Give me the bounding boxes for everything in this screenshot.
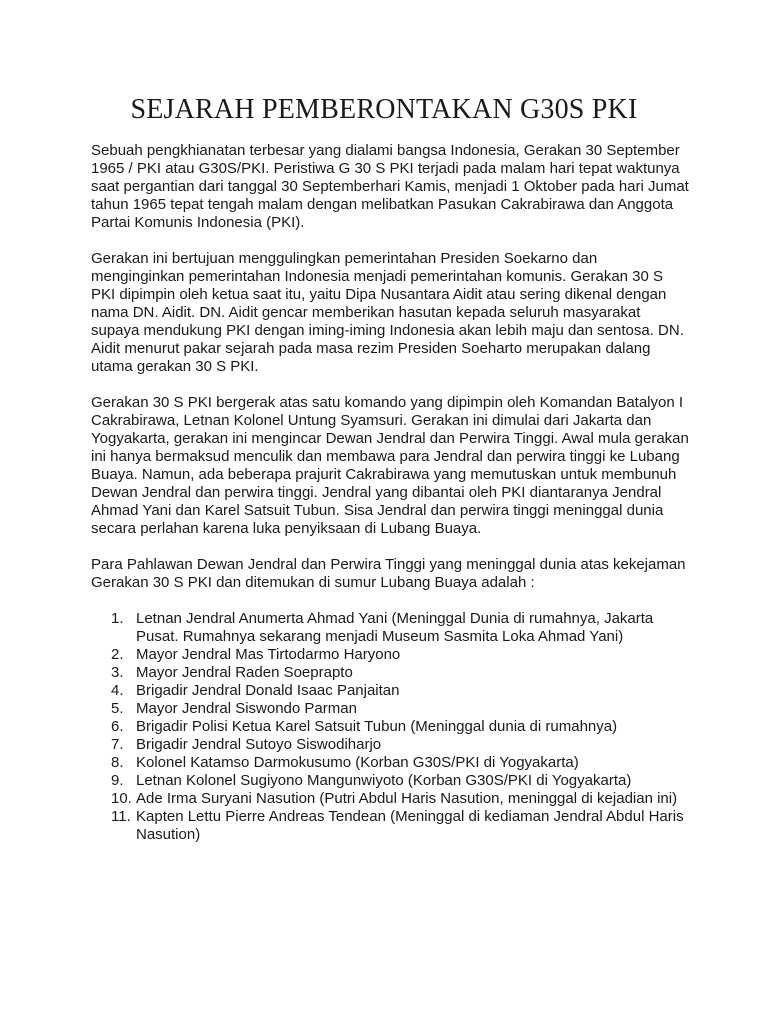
list-item-number: 2. <box>111 646 124 663</box>
list-item-number: 1. <box>111 610 124 627</box>
list-item-text: Mayor Jendral Raden Soeprapto <box>136 664 353 681</box>
paragraph: Sebuah pengkhianatan terbesar yang dialami bangsa Indonesia, Gerakan 30 September 1965 / PKI atau G30S/PKI. Peristiwa G 30 S PKI terjadi pada malam hari tepat waktunya saat pergantian dari tanggal 30 Septemberhari Kamis, menjadi 1 Oktober pada hari Jumat tahun 1965 tepat tengah malam dengan melibatkan Pasukan Cakrabirawa dan Anggota Partai Komunis Indonesia (PKI). <box>91 142 689 231</box>
list-item-text: Mayor Jendral Siswondo Parman <box>136 700 357 717</box>
paragraph: Para Pahlawan Dewan Jendral dan Perwira Tinggi yang meninggal dunia atas kekejaman Gerakan 30 S PKI dan ditemukan di sumur Lubang Buaya adalah : <box>91 556 686 591</box>
list-item-text: Brigadir Jendral Sutoyo Siswodiharjo <box>136 736 382 753</box>
list-item <box>91 700 691 718</box>
list-item-number: 4. <box>111 682 124 699</box>
list-item-text: Kapten Lettu Pierre Andreas Tendean (Meninggal di kediaman Jendral Abdul Haris Nasution) <box>136 808 684 843</box>
paragraph: Gerakan ini bertujuan menggulingkan pemerintahan Presiden Soekarno dan menginginkan pemerintahan Indonesia menjadi pemerintahan komunis. Gerakan 30 S PKI dipimpin oleh ketua saat itu, yaitu Dipa Nusantara Aidit atau sering dikenal dengan nama DN. Aidit. DN. Aidit gencar memberikan hasutan kepada seluruh masyarakat supaya mendukung PKI dengan iming-iming Indonesia akan lebih maju dan sentosa. DN. Aidit menurut pakar sejarah pada masa rezim Presiden Soeharto merupakan dalang utama gerakan 30 S PKI. <box>91 250 684 375</box>
list-item-number: 7. <box>111 736 124 753</box>
list-item-number: 9. <box>111 772 124 789</box>
list-item-number: 11. <box>111 808 131 825</box>
list-item-text: Brigadir Polisi Ketua Karel Satsuit Tubun (Meninggal dunia di rumahnya) <box>136 718 618 735</box>
list-item <box>91 718 691 736</box>
list-item <box>91 682 691 700</box>
list-item-text: Letnan Jendral Anumerta Ahmad Yani (Meninggal Dunia di rumahnya, Jakarta Pusat. Rumahnya sekarang menjadi Museum Sasmita Loka Ahmad Yani) <box>136 610 654 645</box>
fatality-list <box>91 610 691 844</box>
list-item <box>91 736 691 754</box>
document-body <box>91 142 691 844</box>
list-item-text: Mayor Jendral Mas Tirtodarmo Haryono <box>136 646 401 663</box>
list-item-text: Letnan Kolonel Sugiyono Mangunwiyoto (Korban G30S/PKI di Yogyakarta) <box>136 772 632 789</box>
list-item-number: 8. <box>111 754 124 771</box>
list-item <box>91 754 691 772</box>
list-item-number: 3. <box>111 664 124 681</box>
list-item <box>91 646 691 664</box>
list-item-text: Brigadir Jendral Donald Isaac Panjaitan <box>136 682 400 699</box>
paragraph: Gerakan 30 S PKI bergerak atas satu komando yang dipimpin oleh Komandan Batalyon I Cakrabirawa, Letnan Kolonel Untung Syamsuri. Gerakan ini dimulai dari Jakarta dan Yogyakarta, gerakan ini mengincar Dewan Jendral dan Perwira Tinggi. Awal mula gerakan ini hanya bermaksud menculik dan membawa para Jendral dan perwira tinggi ke Lubang Buaya. Namun, ada beberapa prajurit Cakrabirawa yang memutuskan untuk membunuh Dewan Jendral dan perwira tinggi. Jendral yang dibantai oleh PKI diantaranya Jendral Ahmad Yani dan Karel Satsuit Tubun. Sisa Jendral dan perwira tinggi meninggal dunia secara perlahan karena luka penyiksaan di Lubang Buaya. <box>91 394 689 537</box>
list-item <box>91 808 691 844</box>
list-item <box>91 664 691 682</box>
list-item-number: 5. <box>111 700 124 717</box>
list-item-number: 10. <box>111 790 132 807</box>
list-item-text: Ade Irma Suryani Nasution (Putri Abdul Haris Nasution, meninggal di kejadian ini) <box>136 790 678 807</box>
document-title: SEJARAH PEMBERONTAKAN G30S PKI <box>130 94 638 125</box>
list-item-text: Kolonel Katamso Darmokusumo (Korban G30S/PKI di Yogyakarta) <box>136 754 579 771</box>
list-item-number: 6. <box>111 718 124 735</box>
list-item <box>91 790 691 808</box>
list-item <box>91 772 691 790</box>
list-item <box>91 610 691 646</box>
